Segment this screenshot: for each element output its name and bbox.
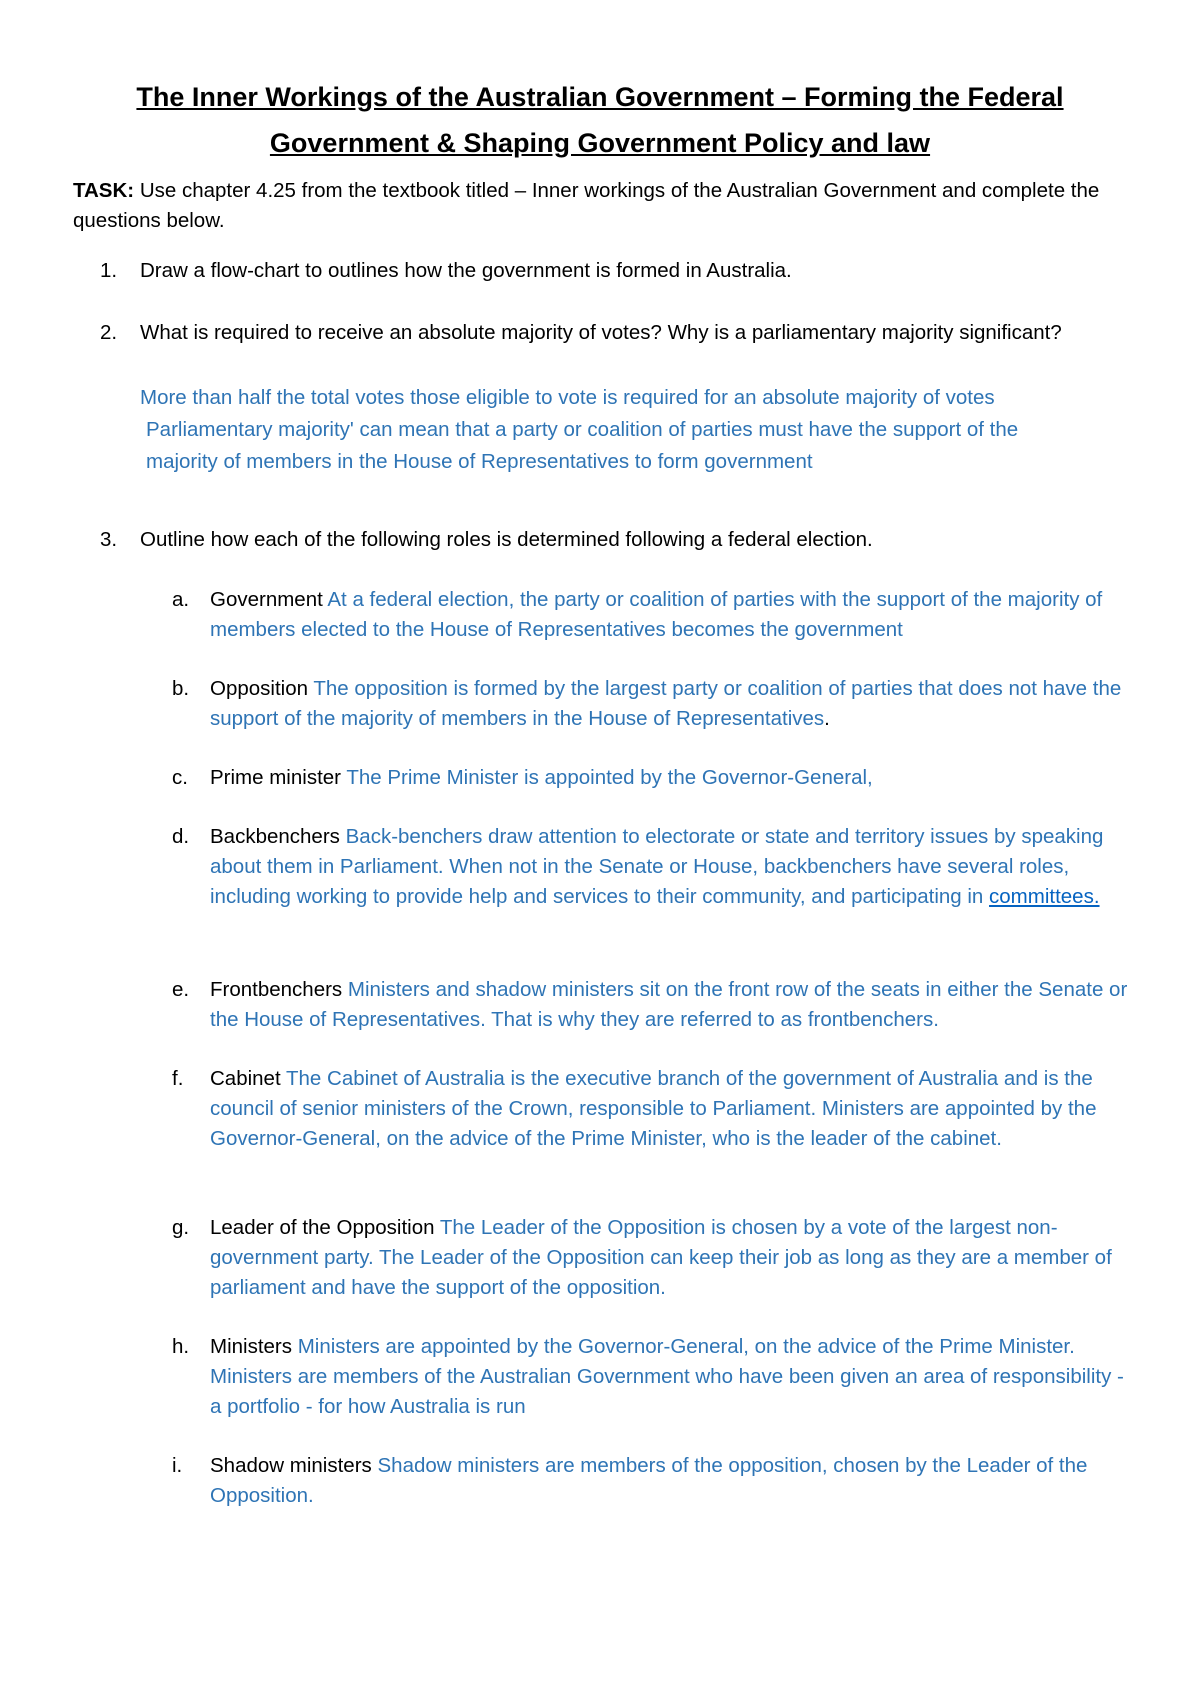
role-name: Backbenchers (210, 825, 340, 848)
role-name: Frontbenchers (210, 978, 343, 1001)
role-answer: Shadow ministers are members of the opposition, chosen by the Leader of the Opposition. (210, 1454, 1088, 1507)
role-item-opposition (172, 674, 1140, 734)
role-answer-period: . (824, 707, 830, 730)
role-letter: d. (172, 825, 190, 848)
question-number: 3. (100, 528, 118, 551)
role-answer: At a federal election, the party or coalition of parties with the support of the majority of members elected to the House of Representatives becomes the government (210, 588, 1103, 641)
role-letter: b. (172, 677, 190, 700)
committees-link[interactable]: committees. (989, 885, 1100, 908)
question-text: Draw a flow-chart to outlines how the government is formed in Australia. (140, 259, 792, 282)
role-name: Shadow ministers (210, 1454, 372, 1477)
title-line-2: Government & Shaping Government Policy and law (269, 128, 931, 158)
role-item-ministers (172, 1332, 1140, 1422)
role-answer: Back-benchers draw attention to electorate or state and territory issues by speaking about them in Parliament. When not in the Senate or House, backbenchers have several roles, including working to provide help and services to their community, and participating in (210, 825, 1104, 908)
role-answer: The Leader of the Opposition is chosen by a vote of the largest non-government party. The Leader of the Opposition can keep their job as long as they are a member of parliament and have the support of the opposition. (210, 1216, 1112, 1299)
role-name: Opposition (210, 677, 309, 700)
role-answer: Ministers are appointed by the Governor-General, on the advice of the Prime Minister. Ministers are members of the Australian Government who have been given an area of responsibility - a portfolio - for how Australia is run (210, 1335, 1124, 1418)
role-letter: f. (172, 1067, 184, 1090)
role-answer: The opposition is formed by the largest party or coalition of parties that does not have the support of the majority of members in the House of Representatives (210, 677, 1122, 730)
role-letter: i. (172, 1454, 183, 1477)
role-answer: The Prime Minister is appointed by the Governor-General, (341, 766, 873, 789)
role-answer: The Cabinet of Australia is the executive branch of the government of Australia and is the council of senior ministers of the Crown, responsible to Parliament. Ministers are appointed by the Governor-General, on the advice of the Prime Minister, who is the leader of the cabinet. (210, 1067, 1097, 1150)
role-answer: Ministers and shadow ministers sit on the front row of the seats in either the Senate or the House of Representatives. That is why they are referred to as frontbenchers. (210, 978, 1128, 1031)
document-title (60, 74, 1140, 166)
role-name: Ministers (210, 1335, 293, 1358)
role-item-government (172, 585, 1140, 645)
question-number: 2. (100, 321, 118, 344)
task-instructions (73, 176, 1123, 236)
role-letter: e. (172, 978, 190, 1001)
role-item-backbenchers (172, 822, 1140, 912)
role-item-shadow-ministers (172, 1451, 1140, 1511)
question-2-answer-line-1: More than half the total votes those eligible to vote is required for an absolute majority of votes (140, 386, 995, 409)
question-2 (100, 318, 1130, 348)
role-item-leader-of-opposition (172, 1213, 1140, 1303)
role-name: Government (210, 588, 328, 611)
question-1 (100, 256, 1130, 286)
role-letter: h. (172, 1335, 190, 1358)
question-text: Outline how each of the following roles is determined following a federal election. (140, 528, 873, 551)
role-letter: a. (172, 588, 190, 611)
question-number: 1. (100, 259, 118, 282)
role-item-cabinet (172, 1064, 1140, 1154)
role-name: Cabinet (210, 1067, 281, 1090)
question-2-answer-line-3: majority of members in the House of Representatives to form government (146, 450, 813, 473)
title-line-1: The Inner Workings of the Australian Government – Forming the Federal (136, 82, 1064, 112)
question-3 (100, 525, 1130, 555)
question-text: What is required to receive an absolute majority of votes? Why is a parliamentary majority significant? (140, 321, 1062, 344)
task-label: TASK: (73, 179, 135, 202)
role-name: Prime minister (210, 766, 341, 789)
role-item-prime-minister (172, 763, 1140, 793)
question-2-answer-line-2: Parliamentary majority' can mean that a party or coalition of parties must have the support of the (146, 418, 1019, 441)
task-text: Use chapter 4.25 from the textbook titled – Inner workings of the Australian Government and complete the questions below. (73, 179, 1100, 232)
role-item-frontbenchers (172, 975, 1140, 1035)
role-letter: c. (172, 766, 188, 789)
role-letter: g. (172, 1216, 190, 1239)
role-name: Leader of the Opposition (210, 1216, 435, 1239)
